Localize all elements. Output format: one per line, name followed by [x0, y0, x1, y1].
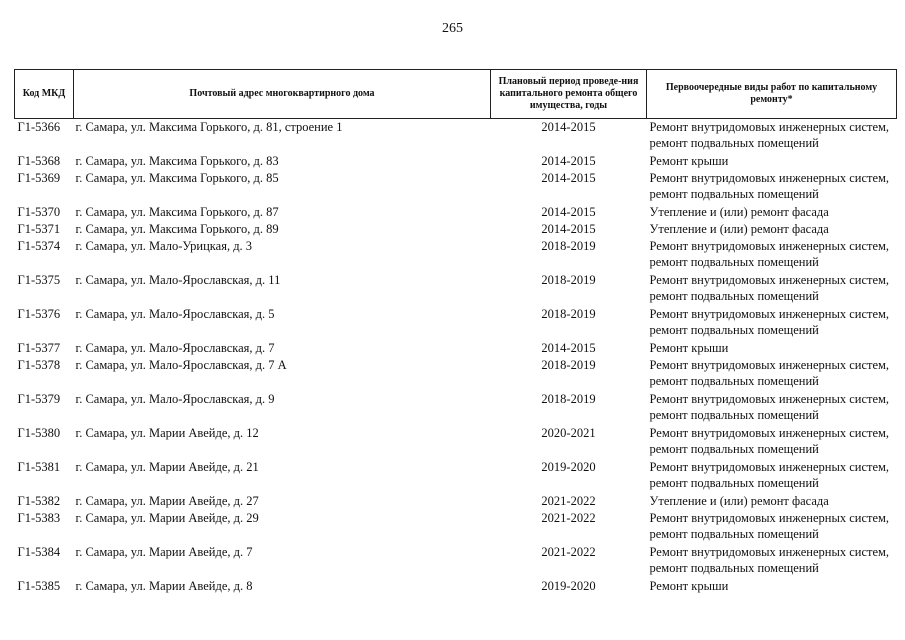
row-code: Г1-5379	[17, 392, 61, 406]
row-work-line: Ремонт внутридомовых инженерных систем,	[649, 511, 890, 525]
row-work	[647, 272, 897, 306]
row-code: Г1-5382	[17, 494, 61, 508]
row-work-line: Ремонт крыши	[649, 154, 729, 168]
row-address: г. Самара, ул. Марии Авейде, д. 7	[75, 545, 253, 559]
row-work-line: Ремонт внутридомовых инженерных систем,	[649, 171, 890, 185]
row-work-line: Ремонт крыши	[649, 579, 729, 593]
table-row	[15, 510, 897, 544]
row-code: Г1-5380	[17, 426, 61, 440]
row-work	[647, 306, 897, 340]
row-work	[647, 510, 897, 544]
row-period: 2018-2019	[541, 307, 596, 321]
row-address: г. Самара, ул. Мало-Ярославская, д. 9	[75, 392, 275, 406]
row-work-line: ремонт подвальных помещений	[649, 476, 819, 490]
table-row	[15, 306, 897, 340]
row-period: 2021-2022	[541, 545, 596, 559]
row-code: Г1-5385	[17, 579, 61, 593]
table-row	[15, 493, 897, 510]
header-code: Код МКД	[15, 70, 74, 119]
row-work-line: ремонт подвальных помещений	[649, 323, 819, 337]
table-body	[15, 119, 897, 596]
row-work-line: Ремонт внутридомовых инженерных систем,	[649, 239, 890, 253]
row-address: г. Самара, ул. Марии Авейде, д. 8	[75, 579, 253, 593]
row-code: Г1-5375	[17, 273, 61, 287]
row-address: г. Самара, ул. Мало-Ярославская, д. 5	[75, 307, 275, 321]
row-work-line: Ремонт внутридомовых инженерных систем,	[649, 392, 890, 406]
table-row	[15, 544, 897, 578]
header-address: Почтовый адрес многоквартирного дома	[74, 70, 491, 119]
page-number: 265	[442, 21, 463, 36]
row-work-line: Ремонт внутридомовых инженерных систем,	[649, 460, 890, 474]
row-code: Г1-5371	[17, 222, 61, 236]
row-period: 2014-2015	[541, 341, 596, 355]
row-address: г. Самара, ул. Мало-Ярославская, д. 11	[75, 273, 281, 287]
row-work	[647, 459, 897, 493]
table-row	[15, 221, 897, 238]
row-address: г. Самара, ул. Марии Авейде, д. 12	[75, 426, 259, 440]
row-period: 2014-2015	[541, 222, 596, 236]
row-period: 2018-2019	[541, 239, 596, 253]
row-work	[647, 119, 897, 154]
row-code: Г1-5378	[17, 358, 61, 372]
table-row	[15, 340, 897, 357]
row-work-line: Ремонт внутридомовых инженерных систем,	[649, 120, 890, 134]
row-code: Г1-5366	[17, 120, 61, 134]
row-work	[647, 340, 897, 357]
row-address: г. Самара, ул. Максима Горького, д. 81, строение 1	[75, 120, 343, 134]
table-row	[15, 272, 897, 306]
row-address: г. Самара, ул. Мало-Ярославская, д. 7	[75, 341, 275, 355]
row-period: 2018-2019	[541, 392, 596, 406]
row-work-line: ремонт подвальных помещений	[649, 442, 819, 456]
row-work-line: ремонт подвальных помещений	[649, 374, 819, 388]
table-row	[15, 119, 897, 154]
row-work	[647, 544, 897, 578]
table-row	[15, 425, 897, 459]
row-address: г. Самара, ул. Максима Горького, д. 85	[75, 171, 279, 185]
row-address: г. Самара, ул. Марии Авейде, д. 29	[75, 511, 259, 525]
row-code: Г1-5369	[17, 171, 61, 185]
row-period: 2014-2015	[541, 154, 596, 168]
row-address: г. Самара, ул. Мало-Урицкая, д. 3	[75, 239, 253, 253]
row-work	[647, 238, 897, 272]
row-code: Г1-5368	[17, 154, 61, 168]
row-period: 2014-2015	[541, 205, 596, 219]
table-row	[15, 170, 897, 204]
row-work-line: Утепление и (или) ремонт фасада	[649, 494, 829, 508]
row-work	[647, 153, 897, 170]
row-work-line: Утепление и (или) ремонт фасада	[649, 205, 829, 219]
row-work	[647, 493, 897, 510]
row-period: 2019-2020	[541, 579, 596, 593]
row-period: 2020-2021	[541, 426, 596, 440]
row-work-line: ремонт подвальных помещений	[649, 289, 819, 303]
row-work	[647, 204, 897, 221]
row-code: Г1-5384	[17, 545, 61, 559]
row-code: Г1-5377	[17, 341, 61, 355]
header-period: Плановый период проведе-ния капитального ремонта общего имущества, годы	[491, 70, 647, 119]
row-work	[647, 578, 897, 595]
row-address: г. Самара, ул. Максима Горького, д. 83	[75, 154, 279, 168]
row-period: 2021-2022	[541, 511, 596, 525]
row-work-line: ремонт подвальных помещений	[649, 187, 819, 201]
row-work	[647, 391, 897, 425]
row-work-line: ремонт подвальных помещений	[649, 527, 819, 541]
row-work-line: Ремонт внутридомовых инженерных систем,	[649, 358, 890, 372]
row-period: 2014-2015	[541, 120, 596, 134]
repair-schedule-table	[14, 69, 896, 595]
row-address: г. Самара, ул. Максима Горького, д. 89	[75, 222, 279, 236]
table-row	[15, 204, 897, 221]
row-work-line: ремонт подвальных помещений	[649, 136, 819, 150]
row-work	[647, 357, 897, 391]
row-address: г. Самара, ул. Марии Авейде, д. 27	[75, 494, 259, 508]
table-header-row	[15, 70, 897, 119]
row-address: г. Самара, ул. Максима Горького, д. 87	[75, 205, 279, 219]
row-period: 2018-2019	[541, 273, 596, 287]
row-work-line: ремонт подвальных помещений	[649, 408, 819, 422]
row-work-line: Ремонт внутридомовых инженерных систем,	[649, 273, 890, 287]
table-row	[15, 391, 897, 425]
row-work-line: ремонт подвальных помещений	[649, 255, 819, 269]
row-work-line: Утепление и (или) ремонт фасада	[649, 222, 829, 236]
row-code: Г1-5381	[17, 460, 61, 474]
table-row	[15, 578, 897, 595]
row-work-line: Ремонт внутридомовых инженерных систем,	[649, 426, 890, 440]
table-row	[15, 153, 897, 170]
row-work-line: ремонт подвальных помещений	[649, 561, 819, 575]
row-code: Г1-5374	[17, 239, 61, 253]
table-row	[15, 357, 897, 391]
row-code: Г1-5376	[17, 307, 61, 321]
row-work	[647, 221, 897, 238]
table-row	[15, 238, 897, 272]
row-work	[647, 170, 897, 204]
row-period: 2021-2022	[541, 494, 596, 508]
row-work	[647, 425, 897, 459]
header-work: Первоочередные виды работ по капитальному ремонту*	[647, 70, 897, 119]
row-address: г. Самара, ул. Мало-Ярославская, д. 7 А	[75, 358, 287, 372]
table-row	[15, 459, 897, 493]
row-work-line: Ремонт внутридомовых инженерных систем,	[649, 545, 890, 559]
row-address: г. Самара, ул. Марии Авейде, д. 21	[75, 460, 259, 474]
row-period: 2014-2015	[541, 171, 596, 185]
row-period: 2018-2019	[541, 358, 596, 372]
row-work-line: Ремонт крыши	[649, 341, 729, 355]
row-period: 2019-2020	[541, 460, 596, 474]
row-code: Г1-5383	[17, 511, 61, 525]
row-code: Г1-5370	[17, 205, 61, 219]
row-work-line: Ремонт внутридомовых инженерных систем,	[649, 307, 890, 321]
